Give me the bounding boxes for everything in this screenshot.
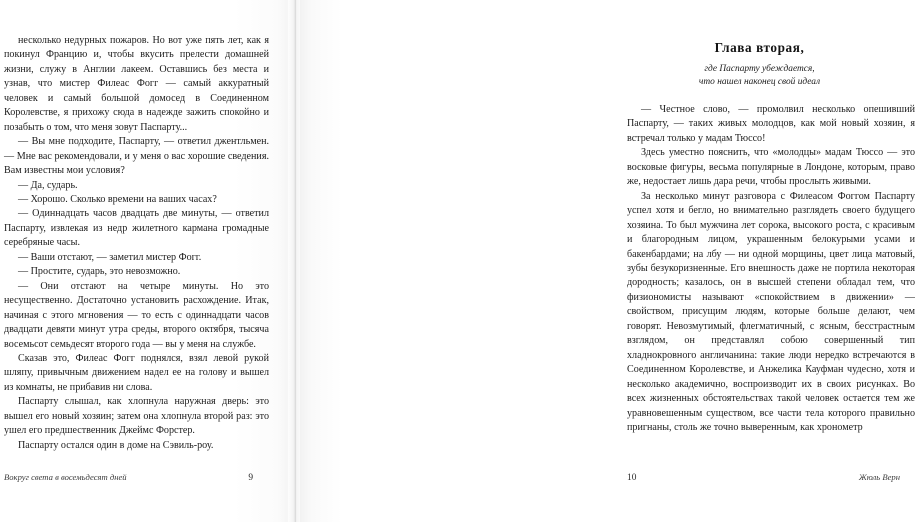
paragraph: Паспарту слышал, как хлопнула наружная дверь: это вышел его новый хозяин; затем она хлопнула второй раз: это ушел его предшественник Джеймс Форстер. (4, 396, 269, 437)
chapter-subtitle (627, 63, 892, 88)
paragraph: Здесь уместно пояснить, что «молодцы» мадам Тюссо — это восковые фигуры, весьма популярные в Лондоне, которым, право же, недостает лишь дара речи, чтобы прослыть живыми. (627, 147, 915, 188)
chapter-subtitle-line-1: где Паспарту убеждается, (704, 64, 815, 74)
page-number-right: 10 (627, 473, 637, 483)
left-page-footer (4, 472, 269, 492)
right-page (300, 0, 915, 522)
spine-fold-line (295, 0, 296, 522)
paragraph: — Вы мне подходите, Паспарту, — ответил джентльмен. — Мне вас рекомендовали, и у меня о вас хорошие сведения. Вам известны мои условия? (4, 136, 269, 177)
paragraph: — Они отстают на четыре минуты. Но это несущественно. Достаточно установить расхождение. Итак, начиная с этого мгновения — то есть с одиннадцати часов двадцати девяти минут утра среды, второго октября, тысяча восемьсот семьдесят второго года — вы у меня на службе. (4, 280, 269, 350)
paragraph: Паспарту остался один в доме на Сэвиль-роу. (18, 439, 214, 451)
paragraph: За несколько минут разговора с Филеасом Фоггом Паспарту успел хотя и бегло, но внимательно разглядеть своего будущего хозяина. То был мужчина лет сорока, высокого роста, с красивым и благородным лицом, украшенным белокурыми усами и бакенбардами; на лбу — ни одной морщины, цвет лица матовый, зубы безукоризненные. Его внешность даже не портила некоторая дородность; казалось, он в высшей степени обладал тем, что физиономисты называют «спокойствием в движении» — свойством, присущим людям, которые больше делают, чем говорят. Невозмутимый, флегматичный, с ясным, бесстрастным взглядом, он представлял собою совершенный тип хладнокровного англичанина: такие люди нередко встречаются в Соединенном Королевстве, и Анжелика Кауфман чудесно, хотя и несколько академично, воспроизводит их в своих рисунках. Во всех жизненных обстоятельствах такой человек остается тем же уравновешенным существом, все части тела которого правильно пригнаны, столь же точно выверенным, как хронометр (627, 190, 915, 433)
chapter-title: Глава вторая, (714, 40, 805, 55)
chapter-subtitle-line-2: что нашел наконец свой идеал (698, 76, 821, 87)
left-page (0, 0, 292, 522)
paragraph: — Да, сударь. (18, 179, 78, 191)
paragraph: — Ваши отстают, — заметил мистер Фогг. (18, 251, 202, 263)
page-number-left: 9 (248, 473, 253, 483)
paragraph: — Простите, сударь, это невозможно. (18, 266, 181, 278)
left-page-text-column (4, 34, 269, 453)
running-head-left: Вокруг света в восемьдесят дней (4, 472, 127, 482)
right-page-footer (627, 472, 900, 492)
paragraph: несколько недурных пожаров. Но вот уже пять лет, как я покинул Францию и, чтобы вкусить прелести домашней жизни, служу в Англии лакеем. Оставшись без места и узнав, что мистер Филеас Фогг — самый аккуратный человек и самый большой домосед в Соединенном Королевстве, я прихожу сюда в надежде зажить спокойно и позабыть о том, что меня зовут Паспарту... (4, 35, 269, 133)
paragraph: — Одиннадцать часов двадцать две минуты, — ответил Паспарту, извлекая из недр жилетного кармана громадные серебряные часы. (4, 208, 269, 249)
paragraph: — Хорошо. Сколько времени на ваших часах? (18, 193, 217, 205)
running-head-right: Жюль Верн (858, 472, 900, 482)
right-page-text-column (627, 103, 915, 435)
chapter-heading (627, 40, 892, 88)
paragraph: — Честное слово, — промолвил несколько опешивший Паспарту, — таких живых молодцов, как мой новый хозяин, я встречал только у мадам Тюссо! (627, 104, 915, 144)
paragraph: Сказав это, Филеас Фогг поднялся, взял левой рукой шляпу, привычным движением надел ее на голову и вышел из комнаты, не прибавив ни слова. (4, 352, 269, 393)
